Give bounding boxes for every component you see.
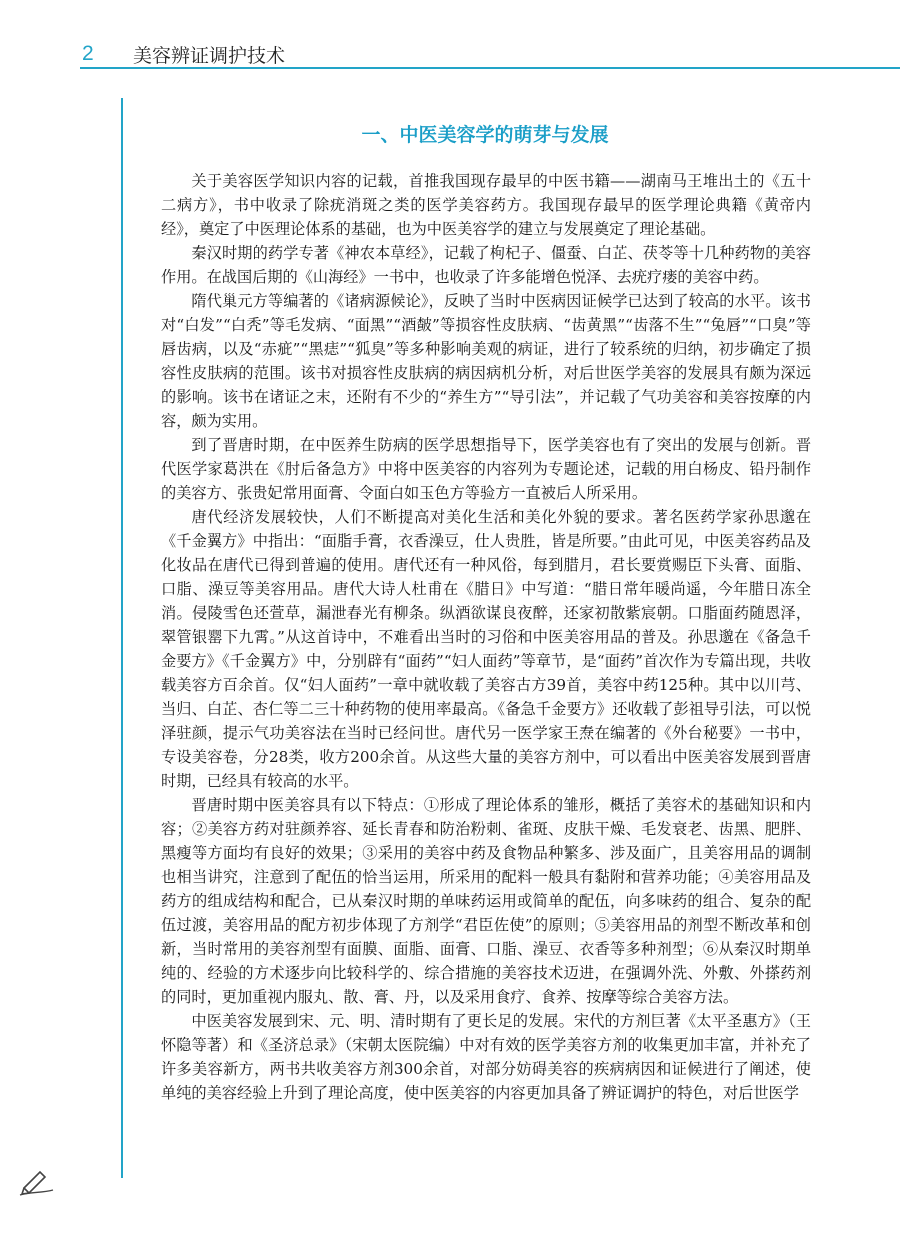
paragraph: 秦汉时期的药学专著《神农本草经》，记载了枸杞子、僵蚕、白芷、茯苓等十几种药物的美容作用。在战国后期的《山海经》一书中，也收录了许多能增色悦泽、去疣疗瘘的美容中药。 — [161, 244, 811, 286]
header-rule — [80, 67, 900, 69]
body-text — [161, 169, 811, 1105]
section-title: 一、中医美容学的萌芽与发展 — [361, 124, 609, 146]
paragraph: 唐代经济发展较快，人们不断提高对美化生活和美化外貌的要求。著名医药学家孙思邈在《千金翼方》中指出：“面脂手膏，衣香澡豆，仕人贵胜，皆是所要。”由此可见，中医美容药品及化妆品在唐代已得到普遍的使用。唐代还有一种风俗，每到腊月，君长要赏赐臣下头膏、面脂、口脂、澡豆等美容用品。唐代大诗人杜甫在《腊日》中写道：“腊日常年暖尚遥，今年腊日冻全消。侵陵雪色还萱草，漏泄春光有柳条。纵酒欲谋良夜醉，还家初散紫宸朝。口脂面药随恩泽，翠管银罂下九霄。”从这首诗中，不难看出当时的习俗和中医美容用品的普及。孙思邈在《备急千金要方》《千金翼方》中，分别辟有“面药”“妇人面药”等章节，是“面药”首次作为专篇出现，共收载美容方百余首。仅“妇人面药”一章中就收载了美容古方39首，美容中药125种。其中以川芎、当归、白芷、杏仁等二三十种药物的使用率最高。《备急千金要方》还收载了彭祖导引法，可以悦泽驻颜，提示气功美容法在当时已经问世。唐代另一医学家王焘在编著的《外台秘要》一书中，专设美容卷，分28类，收方200余首。从这些大量的美容方剂中，可以看出中医美容发展到晋唐时期，已经具有较高的水平。 — [161, 508, 811, 790]
margin-rule — [121, 98, 123, 1178]
page-number: 2 — [82, 42, 94, 65]
page-header — [0, 0, 900, 70]
paragraph: 隋代巢元方等编著的《诸病源候论》，反映了当时中医病因证候学已达到了较高的水平。该书对“白发”“白秃”等毛发病、“面黑”“酒皶”等损容性皮肤病、“齿黄黑”“齿落不生”“兔唇”“口臭”等唇齿病，以及“赤疵”“黑痣”“狐臭”等多种影响美观的病证，进行了较系统的归纳，初步确定了损容性皮肤病的范围。该书对损容性皮肤病的病因病机分析，对后世医学美容的发展具有颇为深远的影响。该书在诸证之末，还附有不少的“养生方”“导引法”，并记载了气功美容和美容按摩的内容，颇为实用。 — [161, 292, 811, 430]
paragraph: 关于美容医学知识内容的记载，首推我国现存最早的中医书籍——湖南马王堆出土的《五十二病方》，书中收录了除疣消斑之类的医学美容药方。我国现存最早的医学理论典籍《黄帝内经》，奠定了中医理论体系的基础，也为中医美容学的建立与发展奠定了理论基础。 — [161, 172, 811, 238]
pen-icon — [18, 1166, 54, 1196]
paragraph: 中医美容发展到宋、元、明、清时期有了更长足的发展。宋代的方剂巨著《太平圣惠方》（王怀隐等著）和《圣济总录》（宋朝太医院编）中对有效的医学美容方剂的收集更加丰富，并补充了许多美容新方，两书共收美容方剂300余首，对部分妨碍美容的疾病病因和证候进行了阐述，使单纯的美容经验上升到了理论高度，使中医美容的内容更加具备了辨证调护的特色，对后世医学 — [161, 1012, 811, 1102]
paragraph: 晋唐时期中医美容具有以下特点：①形成了理论体系的雏形，概括了美容术的基础知识和内容；②美容方药对驻颜养容、延长青春和防治粉刺、雀斑、皮肤干燥、毛发衰老、齿黑、肥胖、黑瘦等方面均有良好的效果；③采用的美容中药及食物品种繁多、涉及面广，且美容用品的调制也相当讲究，注意到了配伍的恰当运用，所采用的配料一般具有黏附和营养功能；④美容用品及药方的组成结构和配合，已从秦汉时期的单味药运用或简单的配伍，向多味药的组合、复杂的配伍过渡，美容用品的配方初步体现了方剂学“君臣佐使”的原则；⑤美容用品的剂型不断改革和创新，当时常用的美容剂型有面膜、面脂、面膏、口脂、澡豆、衣香等多种剂型；⑥从秦汉时期单纯的、经验的方术逐步向比较科学的、综合措施的美容技术迈进，在强调外洗、外敷、外搽药剂的同时，更加重视内服丸、散、膏、丹，以及采用食疗、食养、按摩等综合美容方法。 — [161, 796, 811, 1006]
running-title: 美容辨证调护技术 — [133, 45, 286, 67]
paragraph: 到了晋唐时期，在中医养生防病的医学思想指导下，医学美容也有了突出的发展与创新。晋代医学家葛洪在《肘后备急方》中将中医美容的内容列为专题论述，记载的用白杨皮、铅丹制作的美容方、张贵妃常用面膏、令面白如玉色方等验方一直被后人所采用。 — [161, 436, 811, 502]
